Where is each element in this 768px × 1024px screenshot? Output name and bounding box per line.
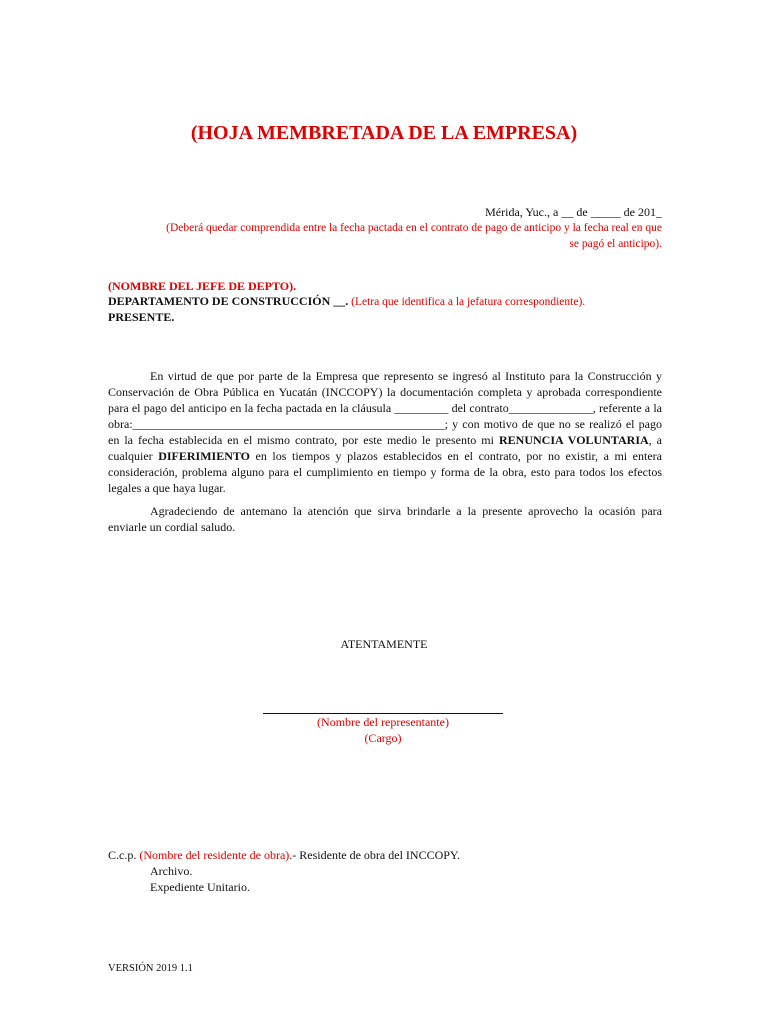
recipient-department-line: [108, 294, 668, 310]
recipient-department-note: (Letra que identifica a la jefatura correspondiente).: [348, 296, 586, 308]
body-p1-text-1: En virtud de que por parte de la Empresa que represento se ingresó al Instituto para la Construcción y Conservación de Obra Pública en Yucatán (INCCOPY) la documentación completa y aprobada correspondiente para el pago del anticipo en la fecha pactada en la cláusula _________ del contrato______________, referente a la obra:____________________________________________________; y con motivo de que no se realizó el pago en la fecha establecida en el mismo contrato, por este medio le presento mi: [108, 369, 662, 447]
cc-block: [108, 847, 608, 895]
body-p1-renuncia: RENUNCIA VOLUNTARIA: [498, 433, 649, 447]
cc-line: [108, 847, 608, 863]
cc-file: Expediente Unitario.: [150, 880, 250, 894]
signature-line: [263, 713, 503, 714]
body-p1-text-3: en los tiempos y plazos establecidos en el contrato, por no existir, a mi entera consideración, problema alguno para el cumplimiento en tiempo y forma de la obra, esto para todos los efectos legales a que haya lugar.: [108, 449, 662, 495]
cc-resident: (Nombre del residente de obra): [139, 848, 290, 862]
body-p1-text-2: , a cualquier: [108, 433, 663, 463]
signature-position: (Cargo): [364, 731, 402, 745]
body-paragraph-2: [108, 503, 662, 535]
body-p2-text: Agradeciendo de antemano la atención que sirva brindarle a la presente aprovecho la ocasión para enviarle un cordial saludo.: [108, 504, 662, 534]
recipient-department: DEPARTAMENTO DE CONSTRUCCIÓN __.: [108, 294, 349, 308]
date-line: Mérida, Yuc., a __ de _____ de 201_: [485, 205, 662, 219]
body-p1-diferimiento: DIFERIMIENTO: [158, 449, 250, 463]
signature-name: (Nombre del representante): [317, 715, 449, 729]
cc-archive: Archivo.: [150, 864, 193, 878]
date-note-line-1: (Deberá quedar comprendida entre la fecha pactada en el contrato de pago de anticipo y la fecha real en que: [166, 222, 662, 234]
recipient-presente: PRESENTE.: [108, 310, 175, 324]
date-block: [108, 205, 662, 252]
date-note-line-2: se pagó el anticipo).: [569, 238, 662, 250]
recipient-block: [108, 279, 668, 325]
body-paragraph-1: [108, 368, 662, 496]
cc-suffix: .- Residente de obra del INCCOPY.: [289, 848, 461, 862]
letterhead-placeholder: (HOJA MEMBRETADA DE LA EMPRESA): [190, 122, 578, 144]
version-label: VERSIÓN 2019 1.1: [108, 963, 193, 974]
cc-prefix: C.c.p.: [108, 848, 140, 862]
signature-block: [263, 700, 503, 746]
date-note: [108, 220, 662, 252]
closing-atentamente: ATENTAMENTE: [340, 637, 428, 651]
recipient-name: (NOMBRE DEL JEFE DE DEPTO).: [108, 279, 297, 293]
